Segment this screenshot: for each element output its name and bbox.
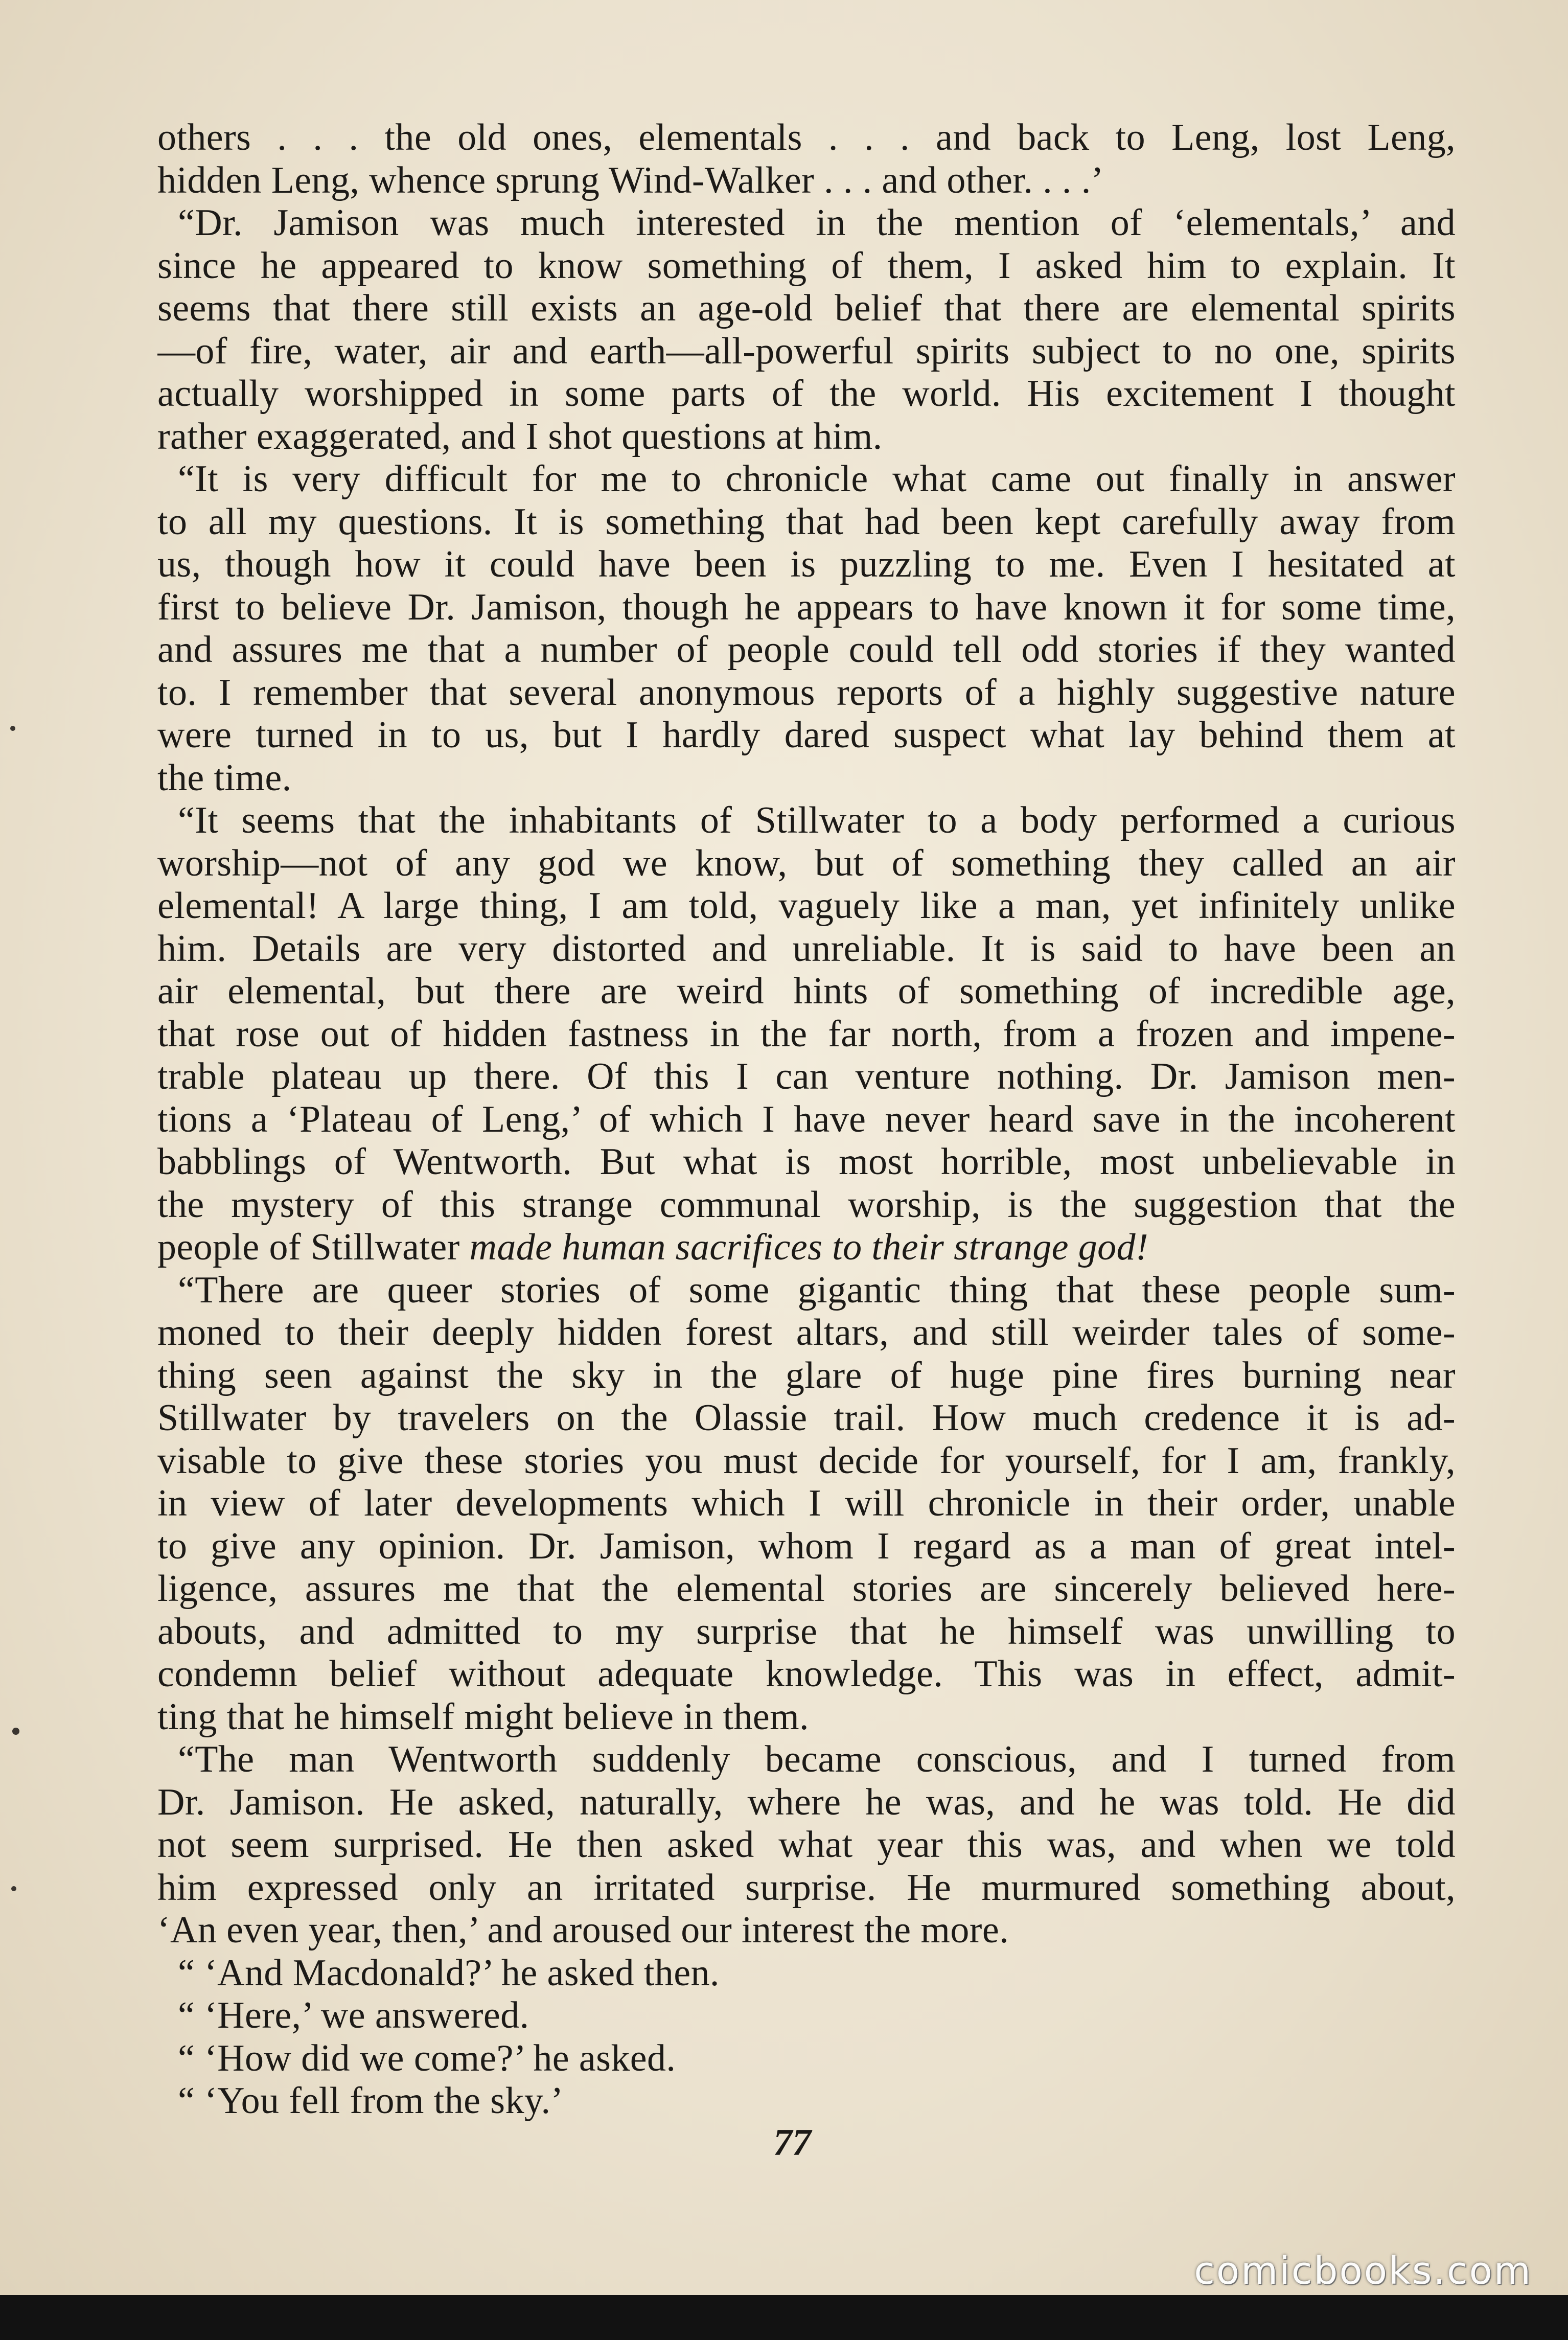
text-line-content: —of fire, water, air and earth—all-powerful spirits subject to no one, spirits (157, 330, 1456, 372)
page-speck (10, 726, 15, 731)
text-line (157, 202, 1456, 245)
text-line (157, 159, 1456, 202)
text-line-content: first to believe Dr. Jamison, though he appears to have known it for some time, (157, 586, 1456, 628)
text-line-content: abouts, and admitted to my surprise that he himself was unwilling to (157, 1610, 1456, 1653)
text-line (157, 928, 1456, 971)
text-line (157, 1738, 1456, 1781)
text-line-content: him. Details are very distorted and unreliable. It is said to have been an (157, 927, 1456, 970)
text-line (157, 586, 1456, 629)
text-line-content: the time. (157, 756, 292, 799)
text-line (157, 799, 1456, 842)
text-line-content: “It is very difficult for me to chronicle what came out finally in answer (178, 458, 1456, 500)
text-line (157, 1397, 1456, 1440)
text-line-content: visable to give these stories you must decide for yourself, for I am, frankly, (157, 1439, 1456, 1482)
text-line-content: babblings of Wentworth. But what is most horrible, most unbelievable in (157, 1141, 1456, 1183)
text-line-content: “It seems that the inhabitants of Stillwater to a body performed a curious (178, 799, 1456, 841)
watermark: comicbooks.com (1194, 2249, 1532, 2293)
text-line-content: people of Stillwater (157, 1226, 470, 1268)
page-speck (11, 1886, 16, 1891)
text-line-content: “The man Wentworth suddenly became conscious, and I turned from (178, 1738, 1456, 1780)
text-line-content: tions a ‘Plateau of Leng,’ of which I have never heard save in the incoherent (157, 1098, 1456, 1140)
text-line-content: “There are queer stories of some gigantic thing that these people sum- (178, 1269, 1456, 1311)
text-line (157, 1568, 1456, 1611)
text-line (157, 458, 1456, 501)
text-line (157, 1226, 1456, 1269)
text-line-content: not seem surprised. He then asked what year this was, and when we told (157, 1824, 1456, 1866)
text-line-content: “ ‘And Macdonald?’ he asked then. (178, 1952, 720, 1994)
text-line-content: us, though how it could have been is puzzling to me. Even I hesitated at (157, 543, 1456, 585)
text-line-content: ‘An even year, then,’ and aroused our interest the more. (157, 1909, 1009, 1951)
text-line (157, 1269, 1456, 1312)
text-line-content: were turned in to us, but I hardly dared suspect what lay behind them at (157, 714, 1456, 756)
text-line-content: moned to their deeply hidden forest altars, and still weirder tales of some- (157, 1312, 1456, 1353)
text-line (157, 757, 1456, 800)
text-line (157, 1141, 1456, 1184)
text-line (157, 1525, 1456, 1568)
text-line (157, 1909, 1456, 1952)
text-line (157, 672, 1456, 715)
text-line (157, 1355, 1456, 1397)
text-line-content: him expressed only an irritated surprise. He murmured something about, (157, 1866, 1456, 1909)
text-line-content: rather exaggerated, and I shot questions at him. (157, 415, 883, 457)
text-line-content: “ ‘You fell from the sky.’ (178, 2080, 564, 2122)
text-line (157, 1312, 1456, 1355)
text-line (157, 1994, 1456, 2037)
text-line (157, 1098, 1456, 1141)
text-line-content: “Dr. Jamison was much interested in the mention of ‘elementals,’ and (178, 202, 1456, 244)
text-line (157, 245, 1456, 288)
text-line-content: trable plateau up there. Of this I can venture nothing. Dr. Jamison men- (157, 1056, 1456, 1097)
text-line-content: “ ‘Here,’ we answered. (178, 1994, 529, 2036)
text-line-content: in view of later developments which I will chronicle in their order, unable (157, 1482, 1456, 1524)
text-line (157, 1184, 1456, 1227)
text-line-content: ligence, assures me that the elemental stories are sincerely believed here- (157, 1568, 1456, 1610)
text-line (157, 1653, 1456, 1696)
text-line (157, 1867, 1456, 1910)
text-line (157, 970, 1456, 1013)
text-line (157, 416, 1456, 458)
text-line (157, 885, 1456, 928)
text-line-content: and assures me that a number of people could tell odd stories if they wanted (157, 629, 1456, 671)
page-number: 77 (773, 2122, 811, 2164)
text-line-content: since he appeared to know something of them, I asked him to explain. It (157, 244, 1456, 287)
text-line-content: Stillwater by travelers on the Olassie trail. How much credence it is ad- (157, 1397, 1456, 1439)
text-line-content: seems that there still exists an age-old belief that there are elemental spirits (157, 287, 1456, 329)
text-line-content: ting that he himself might believe in them. (157, 1695, 809, 1738)
text-line (157, 287, 1456, 330)
text-line-content: worship—not of any god we know, but of something they called an air (157, 842, 1456, 884)
text-line-content: to all my questions. It is something that had been kept carefully away from (157, 500, 1456, 543)
text-line-content: “ ‘How did we come?’ he asked. (178, 2037, 676, 2079)
text-line (157, 501, 1456, 544)
body-text (157, 117, 1456, 2123)
text-line (157, 1781, 1456, 1824)
text-line (157, 543, 1456, 586)
text-line (157, 2080, 1456, 2123)
text-line-content: that rose out of hidden fastness in the far north, from a frozen and impene- (157, 1013, 1456, 1055)
text-line (157, 1952, 1456, 1995)
text-line-content: to. I remember that several anonymous reports of a highly suggestive nature (157, 671, 1456, 714)
italic-emphasis: made human sacrifices to their strange god! (469, 1226, 1149, 1268)
text-line-content: condemn belief without adequate knowledge. This was in effect, admit- (157, 1653, 1456, 1695)
text-line-content: thing seen against the sky in the glare of huge pine fires burning near (157, 1354, 1456, 1396)
text-line (157, 117, 1456, 159)
text-line (157, 1056, 1456, 1098)
text-line (157, 1440, 1456, 1483)
text-line-content: actually worshipped in some parts of the world. His excitement I thought (157, 373, 1456, 415)
text-line (157, 1482, 1456, 1525)
text-line-content: the mystery of this strange communal worship, is the suggestion that the (157, 1183, 1456, 1226)
text-line (157, 842, 1456, 885)
text-line (157, 629, 1456, 672)
text-line (157, 1013, 1456, 1056)
text-line-content: others . . . the old ones, elementals . . . and back to Leng, lost Leng, (157, 117, 1456, 158)
text-line (157, 1696, 1456, 1739)
text-line (157, 330, 1456, 373)
text-line-content: Dr. Jamison. He asked, naturally, where he was, and he was told. He did (157, 1781, 1456, 1823)
text-line (157, 1824, 1456, 1867)
text-line-content: elemental! A large thing, I am told, vaguely like a man, yet infinitely unlike (157, 885, 1456, 927)
scan-bottom-edge (0, 2295, 1568, 2340)
text-line-content: air elemental, but there are weird hints of something of incredible age, (157, 970, 1456, 1012)
text-line (157, 714, 1456, 757)
text-line-content: to give any opinion. Dr. Jamison, whom I regard as a man of great intel- (157, 1525, 1456, 1567)
text-line (157, 1611, 1456, 1654)
text-line (157, 373, 1456, 416)
text-line-content: hidden Leng, whence sprung Wind-Walker . . . and other. . . .’ (157, 159, 1104, 201)
text-line (157, 2037, 1456, 2080)
page-speck (12, 1728, 19, 1735)
